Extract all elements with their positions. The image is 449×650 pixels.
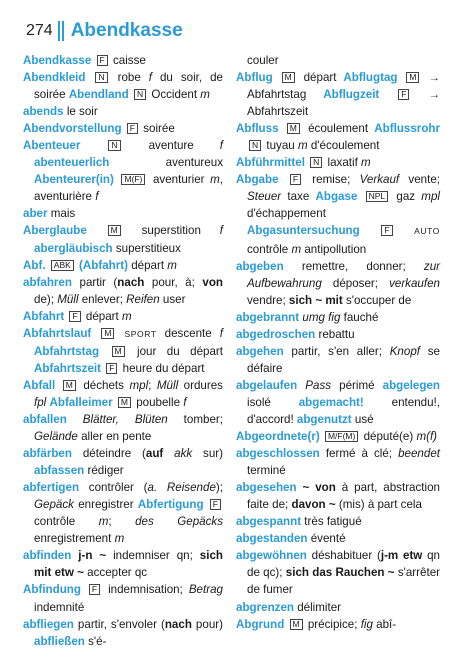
headword: Abenteurer(in) — [34, 173, 114, 187]
headword: abgelegen — [382, 378, 440, 392]
entry-text: remise; — [303, 173, 360, 187]
grammar-tag: M(F) — [121, 174, 145, 185]
headword: abgemacht! — [298, 395, 364, 409]
entry-text — [113, 396, 116, 409]
dictionary-entry — [236, 513, 440, 530]
dictionary-entry — [23, 69, 223, 103]
headword: Abfluss — [236, 122, 279, 136]
headword: Abendkasse — [23, 54, 92, 67]
dictionary-entry — [236, 343, 440, 377]
dictionary-entry — [236, 479, 440, 513]
headword: Abenteuer — [23, 139, 81, 153]
bold-phrase: j-n ~ — [78, 549, 107, 563]
entry-text: contrôle — [34, 515, 99, 529]
headword: abfärben — [23, 447, 72, 461]
entry-text: le soir — [63, 105, 98, 119]
dictionary-entry — [236, 530, 440, 547]
grammar-tag: F — [127, 123, 138, 134]
italic-label: Pass — [305, 378, 332, 392]
entry-text: isolé — [247, 395, 299, 409]
headword: Abflugzeit — [323, 88, 380, 102]
entry-text: très fatigué — [301, 515, 362, 529]
entry-text: ; — [148, 378, 157, 392]
entry-text — [80, 139, 106, 152]
entry-text — [305, 156, 308, 169]
entry-text — [87, 224, 106, 237]
entry-text: usé — [351, 412, 374, 426]
entry-text: s'occuper de — [342, 293, 412, 307]
headword: Abfahrt — [23, 309, 65, 323]
dictionary-entry — [236, 171, 440, 257]
headword: Abgasuntersuchung — [247, 224, 360, 238]
grammar-tag: M — [118, 397, 131, 408]
italic-label: umg fig — [302, 310, 341, 324]
headword: abgesehen — [236, 481, 297, 495]
grammar-tag: M/F(M) — [325, 431, 358, 442]
entry-text: entendu!, d'accord! — [247, 395, 440, 426]
headword: abfallen — [23, 412, 67, 426]
entry-text: départ — [82, 309, 122, 323]
entry-text — [55, 379, 61, 392]
dictionary-entry — [23, 581, 223, 615]
entry-text: député(e) — [360, 430, 417, 444]
dictionary-entry — [23, 257, 223, 274]
headword: Abendkleid — [23, 71, 86, 85]
grammar-tag: M — [290, 619, 303, 630]
dictionary-entry — [23, 308, 223, 325]
dictionary-entry — [23, 411, 223, 445]
grammar-tag: F — [290, 174, 301, 185]
italic-label: Müll — [57, 292, 79, 306]
italic-label: Betrag — [188, 583, 223, 597]
italic-label: m — [297, 139, 308, 153]
italic-label: Müll — [156, 378, 179, 392]
italic-label: akk — [174, 447, 193, 461]
entry-text: sur) — [192, 447, 223, 461]
dictionary-entry — [236, 377, 440, 428]
headword: abgewöhnen — [236, 549, 307, 563]
entry-text: Occident — [148, 88, 201, 102]
entry-text: aventurier — [147, 173, 211, 187]
dictionary-entry — [23, 274, 223, 308]
entry-text: périmé — [331, 378, 383, 392]
entry-text: terminé — [247, 464, 286, 478]
grammar-tag: M — [63, 380, 76, 391]
dictionary-entry — [23, 137, 223, 205]
entry-text: précipice; — [304, 617, 361, 631]
italic-label: Reifen — [126, 292, 160, 306]
dictionary-entry — [236, 69, 440, 120]
italic-label: Blätter, Blüten — [82, 412, 168, 426]
entry-text: , aventurière — [34, 173, 223, 204]
entry-text: user — [159, 292, 186, 306]
headword: aber — [23, 207, 48, 221]
dictionary-entry — [23, 205, 223, 222]
grammar-tag: N — [95, 72, 107, 83]
entry-text — [279, 122, 285, 135]
entry-text: indemnité — [34, 600, 85, 614]
entry-text: s'arrêter de fumer — [247, 566, 441, 597]
bold-phrase: auf — [145, 447, 164, 461]
bold-phrase: sich das Rauchen ~ — [285, 566, 395, 580]
entry-text: rédiger — [84, 464, 124, 478]
entry-text: taxe — [281, 190, 316, 204]
italic-label: f — [219, 224, 223, 238]
bold-phrase: sich ~ mit — [288, 293, 343, 307]
page-number: 274 — [26, 22, 53, 39]
grammar-tag: F — [210, 499, 221, 510]
entry-text: déteindre ( — [71, 447, 146, 461]
entry-text: vendre; — [247, 293, 289, 307]
grammar-tag: M — [282, 72, 295, 83]
bold-phrase: von — [202, 275, 224, 289]
grammar-tag: NPL — [366, 191, 389, 202]
headword: Abgeordnete(r) — [236, 430, 320, 444]
grammar-tag: N — [249, 140, 261, 151]
entry-text: s'é- — [84, 634, 107, 648]
entry-text: qn de qc); — [247, 549, 440, 580]
entry-text: antipollution — [301, 242, 367, 256]
entry-text — [122, 122, 125, 135]
italic-label: f — [148, 71, 153, 85]
headword: Abgrund — [236, 617, 285, 631]
entry-text: départ — [296, 71, 344, 85]
bold-phrase: nach — [164, 617, 192, 631]
entry-text: déchets — [77, 378, 130, 392]
entry-text: à part, abstraction faite de; — [247, 481, 440, 512]
grammar-tag: N — [310, 157, 322, 168]
dictionary-entry — [236, 326, 440, 343]
italic-label: verkaufen — [389, 276, 440, 290]
italic-label: Gepäck — [34, 498, 74, 512]
headword: Abgase — [315, 190, 358, 204]
entry-text: éventé — [307, 532, 346, 546]
guide-word: Abendkasse — [70, 20, 183, 41]
dictionary-entry — [236, 599, 440, 616]
grammar-tag: F — [106, 363, 117, 374]
grammar-tag: M — [406, 72, 419, 83]
grammar-tag: ABK — [51, 260, 74, 271]
dictionary-entry — [23, 103, 223, 120]
entry-text: mais — [47, 207, 76, 221]
italic-label: m — [167, 258, 177, 272]
entry-text: poubelle — [132, 395, 184, 409]
entry-text: remettre, donner; — [283, 259, 424, 273]
italic-label: m — [291, 242, 302, 256]
italic-label: fpl — [34, 395, 47, 409]
headword: abfinden — [23, 549, 72, 563]
dictionary-entry — [236, 309, 440, 326]
entry-text: laxatif — [324, 156, 362, 170]
entry-text: indemnisation; — [102, 583, 189, 597]
entry-text: pour, à; — [144, 275, 203, 289]
headword: Abflug — [236, 71, 273, 85]
headword: abgedroschen — [236, 327, 316, 341]
entry-text: fauché — [340, 310, 379, 324]
headword: Abgabe — [236, 173, 279, 187]
entry-text: du soir, de soirée — [34, 71, 223, 102]
italic-label: m — [210, 173, 220, 187]
entry-text: ; — [108, 515, 136, 529]
italic-label: m — [200, 88, 210, 102]
italic-label: m — [121, 309, 132, 323]
entry-text: ); — [215, 481, 223, 495]
entry-text: délimiter — [293, 600, 342, 614]
headword: abfließen — [34, 634, 85, 648]
entry-text: partir, s'envoler ( — [73, 617, 165, 631]
entry-text — [204, 498, 208, 511]
entry-text: tomber; — [167, 412, 223, 426]
headword: abfliegen — [23, 617, 74, 631]
dictionary-entry — [23, 616, 223, 650]
italic-label: beendet — [398, 447, 440, 461]
italic-label: f — [219, 326, 223, 340]
bold-phrase: nach — [117, 275, 145, 289]
entry-text: contrôle — [247, 242, 292, 256]
entry-text — [279, 173, 288, 186]
dictionary-entry — [236, 154, 440, 171]
headword: Abfall — [23, 378, 56, 392]
italic-label: fig — [360, 617, 373, 631]
entry-text: rebattu — [315, 327, 355, 341]
italic-label: a. Reisende — [147, 481, 216, 495]
left-column — [23, 52, 223, 650]
entry-text: d'écoulement — [307, 139, 380, 153]
entry-text — [91, 54, 94, 67]
entry-text — [64, 310, 67, 323]
headword: abends — [23, 105, 64, 119]
entry-text: indemniser qn; — [106, 549, 200, 563]
entry-text: départ — [127, 258, 168, 272]
dictionary-entry — [23, 377, 223, 411]
field-label: AUTO — [414, 226, 440, 237]
dictionary-entry — [236, 52, 440, 69]
headword: abgespannt — [236, 515, 302, 529]
grammar-tag: F — [69, 311, 80, 322]
headword: abfassen — [34, 464, 85, 478]
entry-text: → Abfahrtstag — [247, 71, 440, 102]
italic-label: m — [98, 515, 109, 529]
entry-text — [91, 327, 99, 340]
entry-text: enregistrer — [73, 498, 138, 512]
dictionary-entry — [236, 428, 440, 445]
italic-label: Verkauf — [359, 173, 400, 187]
entry-text: enlever; — [78, 292, 127, 306]
headword: Aberglaube — [23, 224, 87, 238]
entry-text: pour) — [191, 617, 223, 631]
grammar-tag: M — [108, 225, 121, 236]
headword: abgrenzen — [236, 600, 294, 614]
header-divider — [58, 21, 60, 41]
bold-phrase: sich mit etw ~ — [34, 549, 223, 580]
italic-label: f — [183, 395, 187, 409]
dictionary-entry — [236, 616, 440, 633]
headword: abgeschlossen — [236, 447, 320, 461]
headword: abgehen — [236, 344, 284, 358]
italic-label: mpl — [421, 190, 440, 204]
entry-text — [379, 88, 396, 101]
entry-text: partir, s'en aller; — [283, 344, 390, 358]
right-column — [236, 52, 440, 633]
grammar-tag: F — [381, 225, 392, 236]
bold-phrase: ~ von — [302, 481, 336, 495]
entry-text: déposer; — [321, 276, 390, 290]
entry-text — [273, 71, 280, 84]
headword: abfahren — [23, 275, 72, 289]
grammar-tag: N — [134, 89, 146, 100]
entry-text: robe — [109, 71, 149, 85]
entry-text: tuyau — [263, 139, 298, 153]
dictionary-entry — [23, 52, 223, 69]
grammar-tag: F — [97, 55, 108, 66]
entry-text — [129, 88, 132, 101]
entry-text — [81, 583, 87, 596]
italic-label: f — [95, 190, 99, 204]
entry-text — [397, 71, 404, 84]
headword: (Abfahrt) — [75, 258, 128, 272]
entry-text: ordures — [178, 378, 223, 392]
grammar-tag: M — [101, 328, 114, 339]
entry-text: déshabituer ( — [306, 549, 381, 563]
dictionary-entry — [23, 547, 223, 581]
headword: abgelaufen — [236, 378, 298, 392]
entry-text: → Abfahrtszeit — [247, 88, 440, 119]
headword: Abflugtag — [343, 71, 398, 85]
entry-text: écoulement — [301, 122, 375, 136]
headword: abgestanden — [236, 532, 308, 546]
entry-text: vente; — [399, 173, 440, 187]
headword: Abfindung — [23, 583, 81, 597]
entry-text — [284, 618, 287, 631]
dictionary-entry — [236, 547, 440, 598]
entry-text — [67, 413, 83, 426]
field-label: SPORT — [124, 328, 157, 339]
bold-phrase: j-m etw — [380, 549, 423, 563]
entry-text: superstition — [122, 224, 220, 238]
headword: abenteuerlich — [34, 156, 110, 170]
italic-label: des Gepäcks — [135, 515, 223, 529]
dictionary-entry — [23, 325, 223, 377]
entry-text — [395, 224, 415, 237]
entry-text: se défaire — [247, 344, 440, 375]
italic-label: m — [114, 532, 125, 546]
entry-text: heure du départ — [119, 361, 205, 375]
italic-label: m — [361, 156, 371, 170]
entry-text: caisse — [109, 54, 146, 67]
entry-text: aventureux — [109, 156, 223, 170]
entry-text: fermé à clé; — [319, 447, 399, 461]
headword: Abfertigung — [137, 498, 204, 512]
entry-text: enregistrement — [34, 532, 115, 546]
italic-label: f — [219, 139, 223, 153]
grammar-tag: F — [89, 584, 100, 595]
entry-text: abî- — [372, 617, 397, 631]
headword: abgebrannt — [236, 310, 300, 324]
entry-text — [357, 190, 363, 203]
headword: Abfahrtslauf — [23, 326, 92, 340]
grammar-tag: M — [112, 346, 125, 357]
bold-phrase: davon ~ — [291, 498, 336, 512]
grammar-tag: N — [108, 140, 120, 151]
italic-label: mpl — [129, 378, 149, 392]
dictionary-entry — [23, 120, 223, 137]
grammar-tag: M — [287, 123, 300, 134]
entry-text: aventure — [122, 139, 220, 153]
dictionary-entry — [236, 445, 440, 479]
headword: Abf. — [23, 258, 46, 272]
entry-text — [46, 259, 49, 272]
entry-text: jour du départ — [126, 344, 223, 358]
dictionary-entry — [23, 222, 223, 256]
headword: Abfahrtstag — [34, 344, 100, 358]
italic-label: Gelände — [34, 430, 78, 444]
headword: Abendvorstellung — [23, 122, 122, 136]
entry-text: soirée — [140, 122, 175, 136]
entry-text — [360, 224, 380, 237]
entry-text: superstitieux — [112, 241, 181, 255]
italic-label: Steuer — [247, 190, 282, 204]
entry-text: (mis) à part cela — [335, 498, 422, 512]
entry-text: aller en pente — [77, 430, 152, 444]
dictionary-entry — [23, 479, 223, 547]
entry-text: accepter qc — [83, 566, 148, 580]
entry-text — [86, 71, 94, 84]
headword: abfertigen — [23, 481, 80, 495]
headword: abgeben — [236, 259, 284, 273]
entry-text: d'échappement — [247, 207, 326, 221]
dictionary-entry — [23, 445, 223, 479]
entry-text — [114, 173, 120, 186]
headword: Abfalleimer — [49, 395, 113, 409]
entry-text — [99, 345, 109, 358]
headword: Abflussrohr — [374, 122, 440, 136]
entry-text — [101, 362, 104, 375]
entry-text: de); — [34, 292, 58, 306]
page-header — [26, 17, 439, 45]
entry-text — [163, 447, 174, 460]
entry-text — [320, 430, 323, 443]
entry-text: gaz — [390, 190, 422, 204]
headword: Abendland — [68, 88, 129, 102]
header-divider — [62, 21, 64, 41]
headword: Abfahrtszeit — [34, 361, 101, 375]
dictionary-entry — [236, 258, 440, 309]
headword: Abführmittel — [236, 156, 305, 170]
italic-label: zur Aufbewahrung — [247, 259, 440, 290]
italic-label: m(f) — [416, 430, 438, 444]
italic-label: Knopf — [389, 344, 420, 358]
entry-text: partir ( — [71, 275, 118, 289]
headword: abgenutzt — [296, 412, 352, 426]
entry-text: couler — [247, 54, 279, 67]
entry-text: contrôler ( — [79, 481, 148, 495]
grammar-tag: F — [398, 89, 409, 100]
headword: abergläubisch — [34, 241, 113, 255]
dictionary-entry — [236, 120, 440, 154]
entry-text: descente — [156, 326, 220, 340]
